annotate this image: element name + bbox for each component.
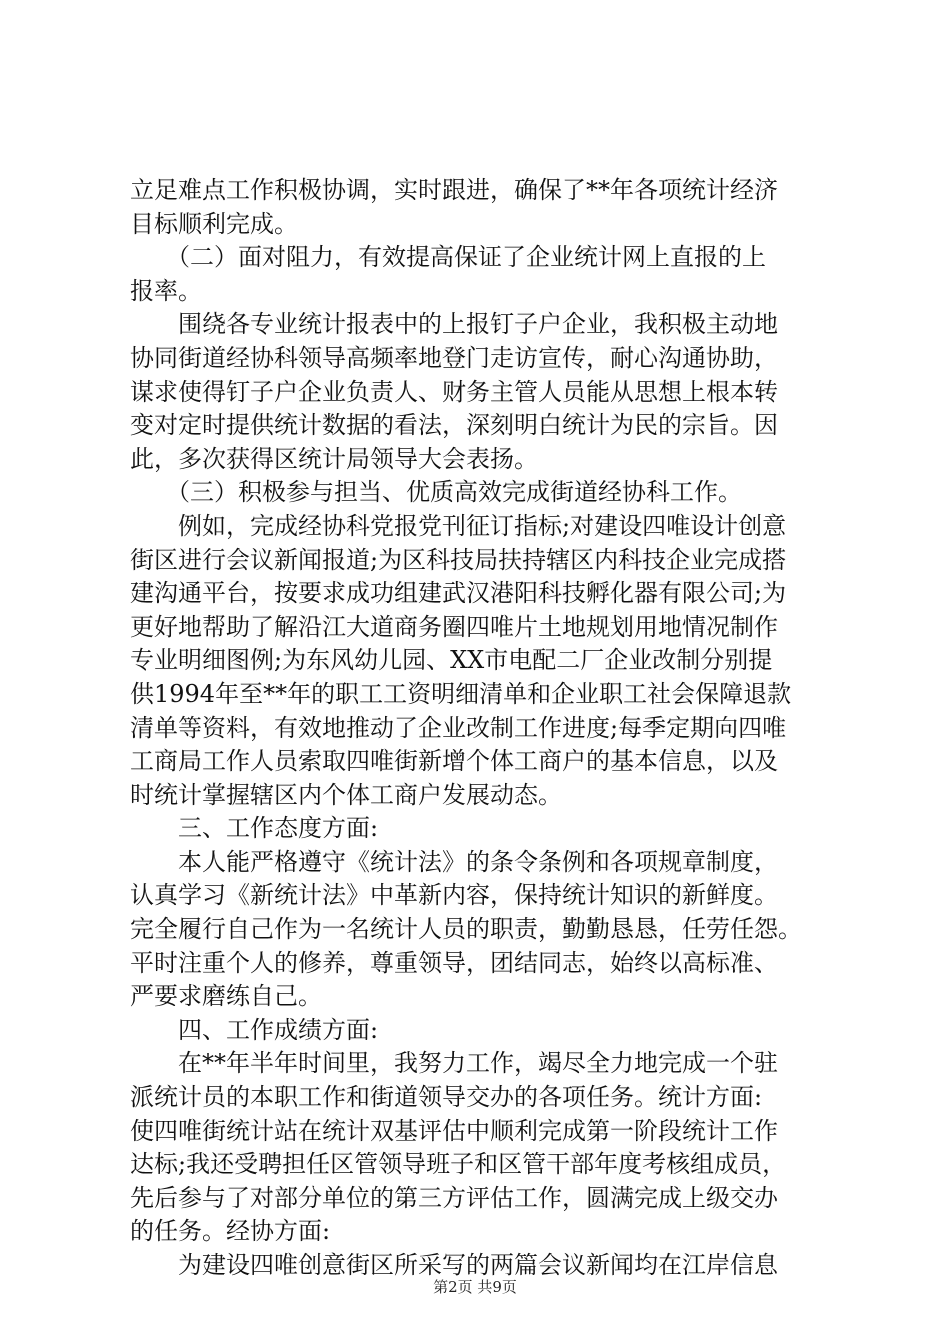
text-line: （三）积极参与担当、优质高效完成街道经协科工作。: [130, 478, 742, 507]
text-line: （二）面对阻力，有效提高保证了企业统计网上直报的上: [130, 243, 766, 272]
page-number-footer: 第2页 共9页: [433, 1278, 517, 1296]
text-line: 派统计员的本职工作和街道领导交办的各项任务。统计方面:: [130, 1083, 763, 1112]
text-line: 专业明细图例;为东风幼儿园、XX市电配二厂企业改制分别提: [130, 646, 773, 675]
text-line: 街区进行会议新闻报道;为区科技局扶持辖区内科技企业完成搭: [130, 545, 787, 574]
text-line: 供1994年至**年的职工工资明细清单和企业职工社会保障退款: [130, 679, 792, 708]
text-line: 协同街道经协科领导高频率地登门走访宣传，耐心沟通协助，: [130, 343, 778, 372]
text-line: 变对定时提供统计数据的看法，深刻明白统计为民的宗旨。因: [130, 411, 778, 440]
text-line: 三、工作态度方面:: [130, 814, 379, 843]
text-line: 更好地帮助了解沿江大道商务圈四唯片土地规划用地情况制作: [130, 612, 778, 641]
text-line: 谋求使得钉子户企业负责人、财务主管人员能从思想上根本转: [130, 377, 778, 406]
text-line: 平时注重个人的修养，尊重领导，团结同志，始终以高标准、: [130, 948, 778, 977]
text-line: 本人能严格遵守《统计法》的条令条例和各项规章制度，: [130, 847, 778, 876]
text-line: 报率。: [130, 276, 202, 305]
text-line: 建沟通平台，按要求成功组建武汉港阳科技孵化器有限公司;为: [130, 579, 787, 608]
text-line: 达标;我还受聘担任区管领导班子和区管干部年度考核组成员，: [130, 1150, 787, 1179]
text-line: 立足难点工作积极协调，实时跟进，确保了**年各项统计经济: [130, 176, 778, 204]
text-line: 目标顺利完成。: [130, 209, 298, 238]
text-line: 工商局工作人员索取四唯街新增个体工商户的基本信息，以及: [130, 747, 778, 776]
text-line: 清单等资料，有效地推动了企业改制工作进度;每季定期向四唯: [130, 713, 787, 742]
text-line: 四、工作成绩方面:: [130, 1015, 379, 1044]
text-line: 时统计掌握辖区内个体工商户发展动态。: [130, 780, 562, 809]
text-line: 使四唯街统计站在统计双基评估中顺利完成第一阶段统计工作: [130, 1116, 778, 1145]
text-line: 为建设四唯创意街区所采写的两篇会议新闻均在江岸信息: [130, 1251, 778, 1279]
text-line: 围绕各专业统计报表中的上报钉子户企业，我积极主动地: [130, 310, 778, 339]
text-line: 在**年半年时间里，我努力工作，竭尽全力地完成一个驻: [130, 1049, 778, 1078]
text-line: 先后参与了对部分单位的第三方评估工作，圆满完成上级交办: [130, 1183, 778, 1212]
text-line: 的任务。经协方面:: [130, 1217, 331, 1246]
text-line: 认真学习《新统计法》中革新内容，保持统计知识的新鲜度。: [130, 881, 778, 910]
text-line: 完全履行自己作为一名统计人员的职责，勤勤恳恳，任劳任怨。: [130, 915, 802, 944]
document-body: [130, 174, 830, 1283]
text-line: 此，多次获得区统计局领导大会表扬。: [130, 444, 538, 473]
text-line: 严要求磨练自己。: [130, 982, 322, 1011]
text-line: 例如，完成经协科党报党刊征订指标;对建设四唯设计创意: [130, 511, 787, 540]
